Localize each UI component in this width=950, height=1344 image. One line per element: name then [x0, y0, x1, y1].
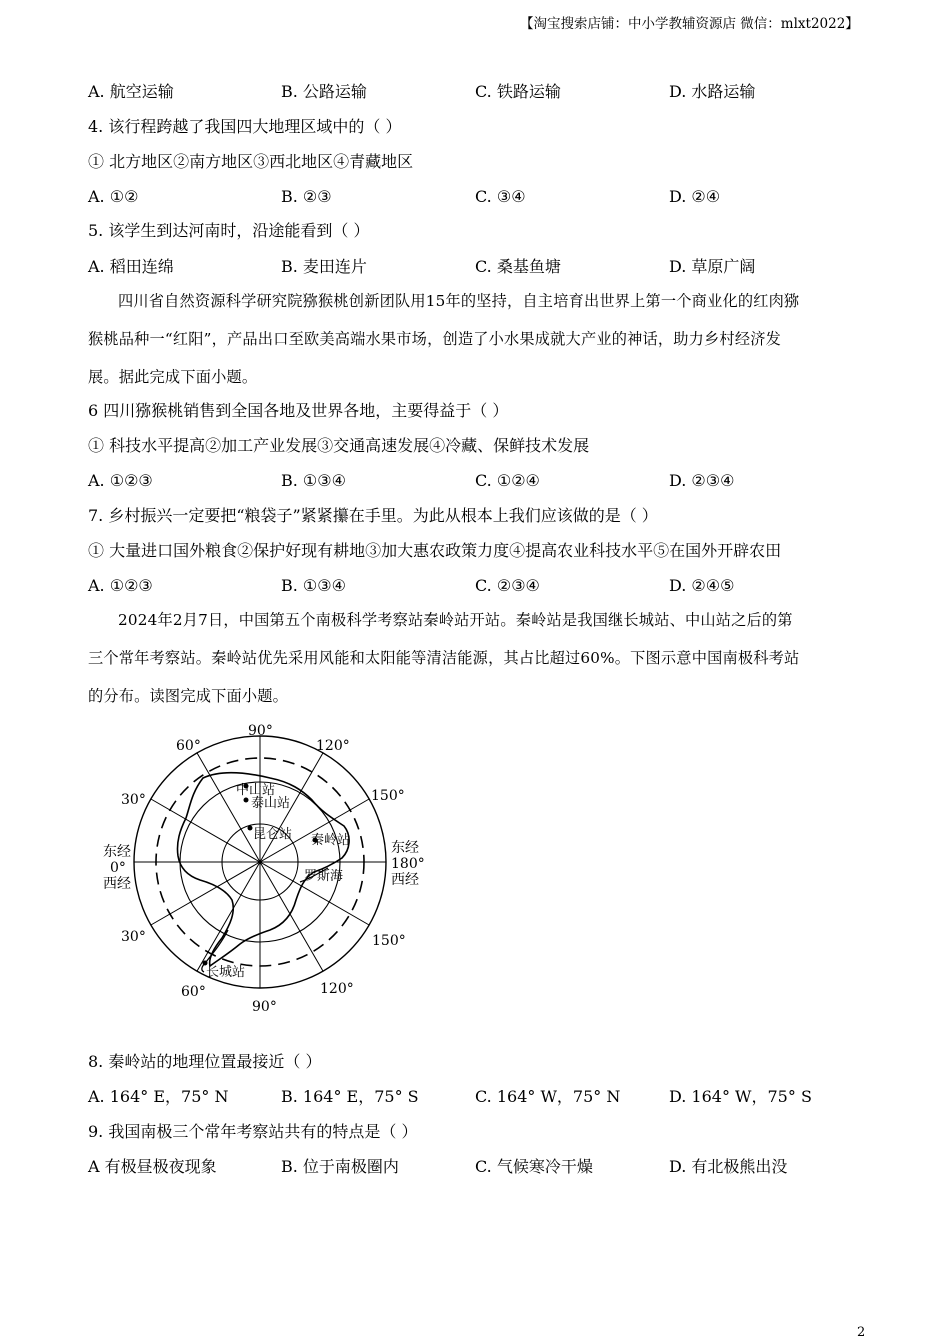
option-b: B. 公路运输: [281, 82, 367, 101]
option-d: D. ②④: [669, 187, 721, 206]
antarctic-station-map: [95, 718, 435, 1018]
kunlun-station-dot: [248, 826, 253, 831]
q5-stem: 5. 该学生到达河南时，沿途能看到（ ）: [88, 221, 370, 240]
lon-label-120-top: 120°: [316, 738, 350, 754]
passage-line: 的分布。读图完成下面小题。: [88, 687, 289, 705]
q9-stem: 9. 我国南极三个常年考察站共有的特点是（ ）: [88, 1122, 418, 1141]
page-number: 2: [857, 1325, 866, 1340]
option-c: C. 164° W，75° N: [475, 1087, 621, 1106]
passage-line: 2024年2月7日，中国第五个南极科学考察站秦岭站开站。秦岭站是我国继长城站、中山站之后的第: [118, 611, 793, 629]
option-a: A 有极昼极夜现象: [88, 1157, 217, 1176]
lon-label-180: 180°: [391, 856, 425, 872]
lon-label-right-west: 西经: [391, 872, 419, 888]
option-b: B. 164° E，75° S: [281, 1087, 419, 1106]
zhongshan-station-label: 中山站: [236, 783, 276, 798]
lon-label-150-top: 150°: [371, 788, 405, 804]
lon-label-right-east: 东经: [391, 840, 419, 856]
lon-label-0: 0°: [110, 860, 126, 876]
meridian-lines: [134, 736, 386, 988]
option-a: A. 稻田连绵: [88, 257, 174, 276]
option-d: D. 水路运输: [669, 82, 756, 101]
option-c: C. 气候寒冷干燥: [475, 1157, 593, 1176]
taishan-station-label: 泰山站: [251, 796, 291, 811]
q4-stem: 4. 该行程跨越了我国四大地理区域中的（ ）: [88, 117, 402, 136]
passage-line: 猴桃品种一“红阳”，产品出口至欧美高端水果市场，创造了小水果成就大产业的神话，助力乡村经济发: [88, 330, 781, 348]
option-b: B. 麦田连片: [281, 257, 367, 276]
q8-stem: 8. 秦岭站的地理位置最接近（ ）: [88, 1052, 322, 1071]
lon-label-30-top: 30°: [121, 792, 146, 808]
lon-label-150-bottom: 150°: [372, 933, 406, 949]
q4-choices: ① 北方地区②南方地区③西北地区④青藏地区: [88, 152, 414, 171]
lon-label-90-bottom: 90°: [252, 999, 277, 1015]
q7-choices: ① 大量进口国外粮食②保护好现有耕地③加大惠农政策力度④提高农业科技水平⑤在国外开辟农田: [88, 541, 782, 560]
lon-label-120-bottom: 120°: [320, 981, 354, 997]
ross-sea-label: 罗斯海: [304, 869, 344, 884]
lon-label-60-bottom: 60°: [181, 984, 206, 1000]
option-b: B. ①③④: [281, 576, 346, 595]
q6-choices: ① 科技水平提高②加工产业发展③交通高速发展④冷藏、保鲜技术发展: [88, 436, 590, 455]
option-a: A. 航空运输: [88, 82, 174, 101]
lon-label-90-top: 90°: [248, 723, 273, 739]
option-c: C. 桑基鱼塘: [475, 257, 561, 276]
q7-stem: 7. 乡村振兴一定要把“粮袋子”紧紧攥在手里。为此从根本上我们应该做的是（ ）: [88, 506, 658, 525]
passage-line: 四川省自然资源科学研究院猕猴桃创新团队用15年的坚持，自主培育出世界上第一个商业化的红肉猕: [118, 292, 800, 310]
passage-line: 三个常年考察站。秦岭站优先采用风能和太阳能等清洁能源，其占比超过60%。下图示意中国南极科考站: [88, 649, 800, 667]
option-d: D. ②③④: [669, 471, 735, 490]
option-b: B. ①③④: [281, 471, 346, 490]
option-d: D. 草原广阔: [669, 257, 756, 276]
option-d: D. 有北极熊出没: [669, 1157, 788, 1176]
taishan-station-dot: [244, 798, 249, 803]
lon-label-left-east: 东经: [103, 844, 131, 860]
option-c: C. ①②④: [475, 471, 540, 490]
option-a: A. ①②③: [88, 576, 153, 595]
option-a: A. ①②③: [88, 471, 153, 490]
option-b: B. 位于南极圈内: [281, 1157, 399, 1176]
lon-label-60-top: 60°: [176, 738, 201, 754]
option-a: A. 164° E，75° N: [88, 1087, 229, 1106]
passage-line: 展。据此完成下面小题。: [88, 368, 258, 386]
qinling-station-label: 秦岭站: [311, 833, 351, 848]
option-b: B. ②③: [281, 187, 332, 206]
lon-label-left-west: 西经: [103, 876, 131, 892]
option-d: D. ②④⑤: [669, 576, 735, 595]
changcheng-station-label: 长城站: [206, 965, 246, 980]
option-c: C. 铁路运输: [475, 82, 561, 101]
option-a: A. ①②: [88, 187, 139, 206]
option-c: C. ③④: [475, 187, 526, 206]
page-header: 【淘宝搜索店铺：中小学教辅资源店 微信：mlxt2022】: [520, 16, 859, 32]
kunlun-station-label: 昆仑站: [253, 827, 293, 842]
lon-label-30-bottom: 30°: [121, 929, 146, 945]
option-c: C. ②③④: [475, 576, 540, 595]
q6-stem: 6 四川猕猴桃销售到全国各地及世界各地，主要得益于（ ）: [88, 401, 509, 420]
option-d: D. 164° W，75° S: [669, 1087, 812, 1106]
